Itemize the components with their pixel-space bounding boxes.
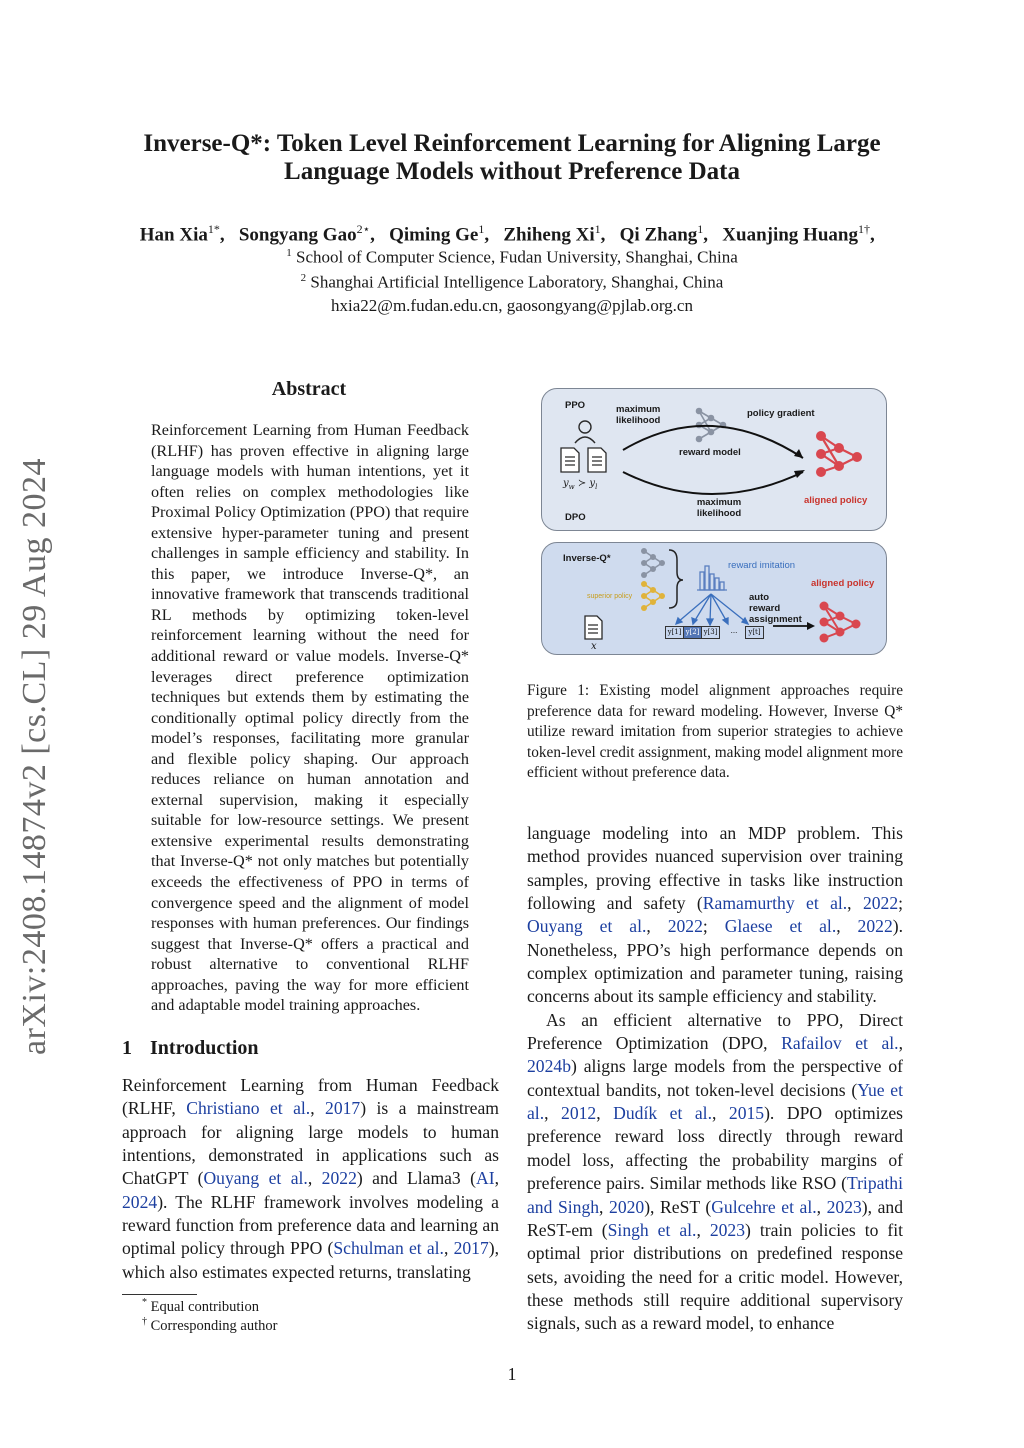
text-run: ; xyxy=(702,916,725,937)
text-run: , xyxy=(310,1098,326,1119)
ppo-label: PPO xyxy=(565,400,586,411)
citation-link[interactable]: 2022 xyxy=(862,893,899,914)
citation-link[interactable]: Singh et al. xyxy=(607,1219,697,1240)
footnote-1-text: Equal contribution xyxy=(150,1298,259,1315)
citation-link[interactable]: Glaese et al. xyxy=(724,916,837,937)
citation-link[interactable]: 2023 xyxy=(826,1196,862,1217)
input-document-icon xyxy=(585,616,602,639)
text-run: , xyxy=(596,1103,614,1124)
text-run: , xyxy=(836,916,858,937)
citation-link[interactable]: Ramamurthy et al. xyxy=(702,893,848,914)
pref-yw: y xyxy=(563,478,569,489)
intro-paragraph-1 xyxy=(122,1074,499,1284)
figure-panel-inverse-q xyxy=(541,542,888,656)
citation-link[interactable]: 2022 xyxy=(857,916,893,937)
intro-column-right xyxy=(527,822,903,1336)
author-separator: , xyxy=(370,224,390,246)
superior-policy-network-icon xyxy=(641,581,665,611)
figure-top-drawing xyxy=(541,388,888,532)
text-run: , xyxy=(696,1219,710,1240)
token-box: ... xyxy=(730,627,738,635)
input-x-label: x xyxy=(591,641,597,652)
auto-reward-label: auto reward assignment xyxy=(749,592,802,625)
author-separator: , xyxy=(869,224,885,246)
citation-link[interactable]: Christiano et al. xyxy=(186,1098,311,1119)
intro-paragraph-continued xyxy=(527,822,903,1009)
citation-link[interactable]: Ouyang et al. xyxy=(203,1168,308,1189)
author-emails: hxia22@m.fudan.edu.cn, gaosongyang@pjlab.org.cn xyxy=(331,296,693,315)
preference-documents-icon xyxy=(561,448,606,472)
author-separator: , xyxy=(484,224,504,246)
arxiv-side-label: arXiv:2408.14874v2 [cs.CL] 29 Aug 2024 xyxy=(16,458,53,1055)
text-run: , xyxy=(599,1196,610,1217)
affiliation-1-mark: 1 xyxy=(286,247,292,259)
citation-link[interactable]: Schulman et al. xyxy=(333,1238,444,1259)
human-annotator-icon xyxy=(575,421,595,443)
footnote-2-text: Corresponding author xyxy=(150,1317,278,1334)
author-mark: 1 xyxy=(697,222,704,236)
title-line-1: Inverse-Q*: Token Level Reinforcement Learning for Aligning Large xyxy=(143,130,881,157)
citation-link[interactable]: Gulcehre et al. xyxy=(711,1196,817,1217)
credit-assignment-arrows xyxy=(676,594,748,625)
author-mark: 1* xyxy=(207,222,220,236)
citation-link[interactable]: 2015 xyxy=(728,1103,765,1124)
affiliation-2-text: Shanghai Artificial Intelligence Laboratory, Shanghai, China xyxy=(310,272,724,292)
text-run: ), which also estimates expected returns, translating xyxy=(122,1238,500,1282)
text-run: , xyxy=(711,1103,729,1124)
footnote-1 xyxy=(142,1297,259,1316)
citation-link[interactable]: 2023 xyxy=(709,1219,745,1240)
text-run: ) is a mainstream approach for aligning large models to human intentions, demonstrated in applications such as ChatGPT ( xyxy=(122,1098,499,1189)
author-name: Songyang Gao xyxy=(238,224,357,246)
bottom-arc-arrow xyxy=(623,472,803,494)
footnote-rule xyxy=(122,1294,197,1295)
text-run: Reinforcement Learning from Human Feedback (RLHF, xyxy=(122,1075,499,1119)
pref-sub-w: w xyxy=(568,483,575,491)
citation-link[interactable]: Dudík et al. xyxy=(613,1103,712,1124)
pref-yl: y xyxy=(589,478,596,489)
reward-imitation-label: reward imitation xyxy=(728,560,796,571)
superior-policy-label: superior policy xyxy=(587,593,633,600)
section-title: Introduction xyxy=(150,1037,259,1059)
paper-title xyxy=(0,130,1024,186)
text-run: , xyxy=(494,1168,500,1189)
aligned-policy-network-icon xyxy=(816,431,862,477)
author-name: Han Xia xyxy=(139,224,208,246)
author-mark: 2⋆ xyxy=(356,222,371,236)
citation-link[interactable]: Yue et al. xyxy=(527,1079,903,1124)
text-run: ), and ReST-em ( xyxy=(527,1196,904,1240)
text-run: , xyxy=(646,916,668,937)
citation-link[interactable]: 2022 xyxy=(667,916,703,937)
footnote-2-mark: † xyxy=(142,1316,147,1327)
affiliation-1-text: School of Computer Science, Fudan University, Shanghai, China xyxy=(295,247,738,267)
figure-bottom-drawing xyxy=(541,542,888,656)
text-run: , xyxy=(847,893,863,914)
citation-link[interactable]: Ouyang et al. xyxy=(527,916,647,937)
citation-link[interactable]: AI xyxy=(476,1168,495,1189)
pref-sub-l: l xyxy=(595,483,598,491)
abstract-heading: Abstract xyxy=(271,378,347,400)
section-heading xyxy=(122,1037,259,1060)
text-run: ) train policies to fit optimal prior distributions on predefined response sets, avoiding the need for a critic model. However, these methods still require additional supervisory signals, such as a reward model, to enhance xyxy=(527,1219,904,1334)
citation-link[interactable]: 2022 xyxy=(321,1168,357,1189)
text-run: ) and Llama3 ( xyxy=(356,1168,477,1189)
title-line-2: Language Models without Preference Data xyxy=(284,158,740,185)
citation-link[interactable]: 2020 xyxy=(609,1196,645,1217)
text-run: ). DPO optimizes preference reward loss directly through reward model loss, affecting the probability margins of preference pairs. Similar methods like RSO ( xyxy=(527,1103,903,1194)
abstract-body: Reinforcement Learning from Human Feedback (RLHF) has proven effective in aligning large language models with human intentions, yet it often relies on complex methodologies like Proximal Policy Optimization (PPO) that require extensive hyper-parameter tuning and present challenges in sample efficiency and stability. In this paper, we introduce Inverse-Q*, an innovative framework that transcends traditional RL methods by optimizing token-level reinforcement learning without the need for additional reward or value models. Inverse-Q* leverages direct preference optimization techniques but extends them by estimating the conditionally optimal policy directly from the model’s responses, facilitating more granular and flexible policy shaping. Our approach reduces reliance on human annotation and external supervision, making it especially suitable for low-resource settings. We present extensive experimental results demonstrating that Inverse-Q* not only matches but potentially exceeds the effectiveness of PPO in terms of convergence speed and the alignment of model responses with human preferences. Our findings suggest that Inverse-Q* offers a practical and robust alternative to conventional RLHF approaches, paving the way for more efficient and adaptable model training approaches. xyxy=(151,421,469,1015)
aligned-policy-network-icon-bottom xyxy=(820,602,861,643)
citation-link[interactable]: 2024b xyxy=(527,1056,571,1077)
text-run: , xyxy=(898,1033,903,1054)
citation-link[interactable]: 2017 xyxy=(453,1238,489,1259)
affiliation-2 xyxy=(0,272,1024,293)
aligned-policy-top-label: aligned policy xyxy=(804,495,868,506)
author-mark: 1 xyxy=(594,222,601,236)
affiliation-2-mark: 2 xyxy=(300,272,307,284)
intro-paragraph-2 xyxy=(527,1009,903,1336)
dpo-label: DPO xyxy=(565,512,586,523)
text-run: ) aligns large models from the perspective of contextual bandits, not token-level decisions ( xyxy=(527,1056,903,1100)
author-separator: , xyxy=(600,224,620,246)
reward-distribution-icon xyxy=(697,566,727,590)
brace-icon xyxy=(669,550,683,608)
citation-link[interactable]: 2024 xyxy=(122,1191,158,1212)
token-box: y[3] xyxy=(701,626,720,639)
token-box: y[2] xyxy=(683,626,702,639)
token-box: y[t] xyxy=(745,626,764,639)
text-run: ), ReST ( xyxy=(644,1196,712,1217)
text-run: , xyxy=(544,1103,562,1124)
pref-gt: ≻ xyxy=(577,478,587,489)
figure-1-caption: Figure 1: Existing model alignment approaches require preference data for reward modeling. However, Inverse Q* utilize reward imitation from superior strategies to achieve token-level credit assignment, making model alignment more efficient without preference data. xyxy=(527,682,903,782)
text-run: , xyxy=(443,1238,454,1259)
intro-column-left xyxy=(122,1074,499,1284)
token-box: y[1] xyxy=(665,626,684,639)
max-likelihood-bottom-label: maximum likelihood xyxy=(696,497,742,519)
citation-link[interactable]: Tripathi and Singh xyxy=(527,1173,903,1217)
text-run: ). The RLHF framework involves modeling a reward function from preference data and learning an optimal policy through PPO ( xyxy=(122,1191,499,1259)
citation-link[interactable]: Rafailov et al. xyxy=(781,1033,899,1054)
author-name: Zhiheng Xi xyxy=(503,224,595,246)
inverse-q-label: Inverse-Q* xyxy=(563,553,611,564)
citation-link[interactable]: 2012 xyxy=(561,1103,597,1124)
page-number: 1 xyxy=(507,1364,517,1384)
text-run: , xyxy=(816,1196,827,1217)
footnote-1-mark: * xyxy=(142,1297,147,1308)
author-separator: , xyxy=(219,224,239,246)
max-likelihood-top-label: maximum likelihood xyxy=(616,404,661,426)
text-run: , xyxy=(307,1168,322,1189)
footnote-2 xyxy=(142,1316,277,1335)
text-run: ; xyxy=(898,893,904,914)
policy-gradient-label: policy gradient xyxy=(747,408,815,419)
aligned-policy-bottom-label: aligned policy xyxy=(811,578,875,589)
figure-panel-ppo-dpo xyxy=(541,388,888,532)
text-run: As an efficient alternative to PPO, Direct Preference Optimization (DPO, xyxy=(527,1009,903,1054)
text-run: ). Nonetheless, PPO’s high performance depends on complex optimization and parameter tuning, raising concerns about its sample efficiency and stability. xyxy=(527,916,903,1007)
reference-network-icon xyxy=(641,548,665,578)
author-name: Qi Zhang xyxy=(619,224,698,246)
author-name: Xuanjing Huang xyxy=(722,224,858,246)
affiliation-1 xyxy=(0,247,1024,268)
section-number: 1 xyxy=(122,1037,132,1059)
author-list xyxy=(0,222,1024,246)
reward-model-label: reward model xyxy=(679,447,741,458)
author-mark: 1 xyxy=(478,222,485,236)
author-name: Qiming Ge xyxy=(389,224,479,246)
author-separator: , xyxy=(703,224,723,246)
author-mark: 1† xyxy=(857,222,870,236)
citation-link[interactable]: 2017 xyxy=(325,1098,361,1119)
text-run: language modeling into an MDP problem. This method provides nuanced supervision over training samples, proving effective in tasks like instruction following and safety ( xyxy=(527,823,903,914)
